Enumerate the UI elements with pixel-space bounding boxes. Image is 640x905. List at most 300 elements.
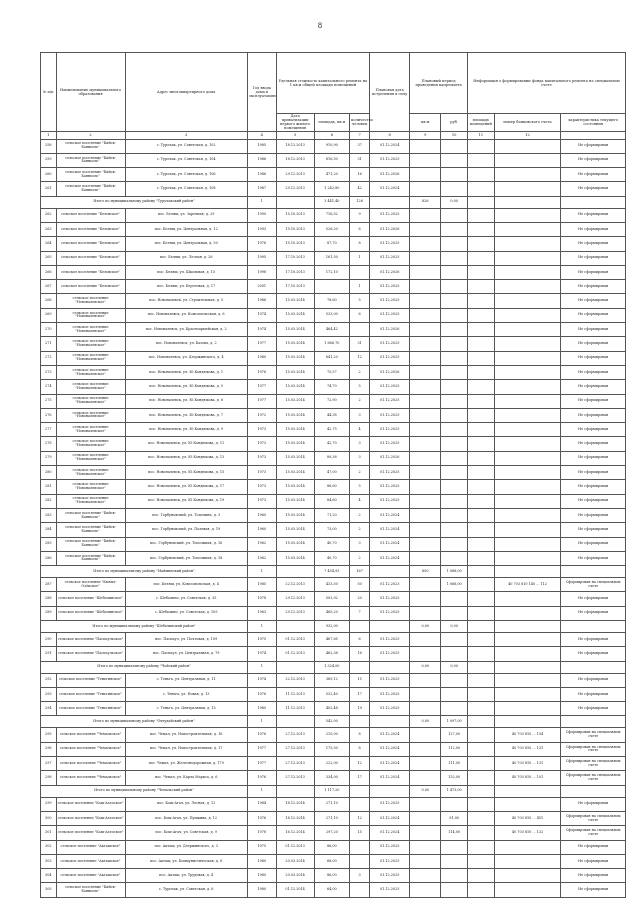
row-date: 01.12.2025 <box>370 592 410 606</box>
row-planned-b <box>441 702 468 716</box>
section-empty <box>494 621 561 633</box>
row-year: 1976 <box>247 237 276 251</box>
row-number: 296 <box>41 742 57 756</box>
row-status: Не сформирован <box>561 606 626 620</box>
row-planned-b <box>441 437 468 451</box>
row-planned-a <box>410 508 441 522</box>
table-row <box>41 728 626 742</box>
row-municipality: сельское поселение "Новоналевское" <box>56 365 125 379</box>
row-number: 268 <box>41 294 57 308</box>
row-planned-b <box>441 451 468 465</box>
section-total-row <box>41 716 626 728</box>
row-privatization-date: 15.03.2014 <box>276 537 314 551</box>
row-planned-b <box>441 466 468 480</box>
row-number: 287 <box>41 578 57 592</box>
row-people: 16 <box>350 168 370 182</box>
row-number: 292 <box>41 673 57 687</box>
row-date: 01.12.2025 <box>370 423 410 437</box>
row-spec-area <box>468 208 495 222</box>
row-address: с. Шебалино, ул. Советская, д. 35 <box>125 592 247 606</box>
row-status: Не сформирован <box>561 451 626 465</box>
row-planned-b <box>441 494 468 508</box>
row-address: пос. Беляш, ул. Комсомольская, д. 4 <box>125 578 247 592</box>
row-status: Сформирован на специальном счете <box>561 771 626 785</box>
section-empty <box>370 716 410 728</box>
row-people: 2 <box>350 394 370 408</box>
row-privatization-date: 15.03.2014 <box>276 323 314 337</box>
row-privatization-date: 15.03.2014 <box>276 380 314 394</box>
row-address: пос. Новоналевск, ул. Ю.Кондюкова, д. 17 <box>125 480 247 494</box>
row-address: пос. Новоналевск, ул. Ю.Кондюкова, д. 7 <box>125 408 247 422</box>
row-year: 1985 <box>247 139 276 153</box>
table-row <box>41 451 626 465</box>
row-people: 2 <box>350 365 370 379</box>
section-count: 1 <box>247 661 276 673</box>
row-area: 42,75 <box>314 423 350 437</box>
table-row <box>41 742 626 756</box>
row-account <box>494 451 561 465</box>
row-status: Не сформирован <box>561 380 626 394</box>
row-people <box>350 323 370 337</box>
section-empty <box>468 566 495 578</box>
row-status: Не сформирован <box>561 423 626 437</box>
row-number: 302 <box>41 840 57 854</box>
row-address: пос. Беляш, ул. Центральная, д. 50 <box>125 237 247 251</box>
row-people: 19 <box>350 702 370 716</box>
section-empty <box>468 621 495 633</box>
row-area: 71,20 <box>314 508 350 522</box>
col-spec-b: номер банковского счета <box>494 114 561 132</box>
row-planned-a <box>410 308 441 322</box>
row-date: 01.12.2025 <box>370 394 410 408</box>
row-year: 1977 <box>247 742 276 756</box>
row-municipality: сельское поселение "Бийск-Баяньоль" <box>56 168 125 182</box>
row-municipality: сельское поселение "Новоналевское" <box>56 323 125 337</box>
row-address: пос. Акташ, ул. Трудовая, д. 4 <box>125 869 247 883</box>
row-spec-area <box>468 337 495 351</box>
row-spec-area <box>468 757 495 771</box>
row-status: Не сформирован <box>561 168 626 182</box>
section-count: 1 <box>247 566 276 578</box>
row-status: Не сформирован <box>561 351 626 365</box>
col-address: Адрес многоквартирного дома <box>125 53 247 132</box>
column-number-cell: 2 <box>56 131 125 139</box>
row-planned-b <box>441 687 468 701</box>
row-planned-b <box>441 408 468 422</box>
row-spec-area <box>468 797 495 811</box>
table-row <box>41 647 626 661</box>
table-row <box>41 153 626 167</box>
row-address: пос. Новоналевск, ул. Ю.Кондюкова, д. 13 <box>125 451 247 465</box>
row-planned-b <box>441 854 468 868</box>
row-year: 1973 <box>247 423 276 437</box>
row-municipality: сельское поселение "Бийск-Баяньоль" <box>56 883 125 897</box>
row-privatization-date: 15.03.2014 <box>276 466 314 480</box>
row-number: 300 <box>41 811 57 825</box>
col-area-count: количество человек <box>350 114 370 132</box>
row-planned-b <box>441 883 468 897</box>
row-planned-a <box>410 869 441 883</box>
row-account <box>494 797 561 811</box>
row-privatization-date: 17.10.2013 <box>276 265 314 279</box>
row-privatization-date: 15.03.2014 <box>276 551 314 565</box>
row-planned-a <box>410 826 441 840</box>
row-area: 1 666,70 <box>314 337 350 351</box>
row-people: 17 <box>350 687 370 701</box>
row-planned-a <box>410 757 441 771</box>
row-date: 01.12.2024 <box>370 728 410 742</box>
row-planned-b <box>441 647 468 661</box>
row-municipality: сельское поселение "Чемальское" <box>56 757 125 771</box>
row-spec-area <box>468 523 495 537</box>
row-status: Не сформирован <box>561 280 626 294</box>
row-address: пос. Новоналевск, ул. Ю.Кондюкова, д. 9 <box>125 423 247 437</box>
row-year: 1986 <box>247 153 276 167</box>
row-planned-b <box>441 323 468 337</box>
row-status: Не сформирован <box>561 308 626 322</box>
row-people: 16 <box>350 647 370 661</box>
row-area: 471,20 <box>314 168 350 182</box>
col-area-res: площадь, кв.м <box>314 114 350 132</box>
row-number: 267 <box>41 280 57 294</box>
section-total-row <box>41 661 626 673</box>
section-title: Итого по муниципальному району "Турочакский район" <box>41 196 248 208</box>
row-planned-b <box>441 840 468 854</box>
row-date: 01.12.2024 <box>370 537 410 551</box>
row-planned-b <box>441 380 468 394</box>
row-planned-a <box>410 451 441 465</box>
row-area: 210,00 <box>314 728 350 742</box>
row-planned-b <box>441 308 468 322</box>
table-row <box>41 308 626 322</box>
row-status: Не сформирован <box>561 323 626 337</box>
row-spec-area <box>468 222 495 236</box>
row-spec-area <box>468 294 495 308</box>
col-municipality: Наименование муниципального образования <box>56 53 125 132</box>
section-count: 1 <box>247 196 276 208</box>
row-privatization-date: 11.12.2013 <box>276 702 314 716</box>
row-address: с. Турочак, ул. Советская, д. 6 <box>125 883 247 897</box>
row-year: 1976 <box>247 728 276 742</box>
row-people: 3 <box>350 537 370 551</box>
row-year: 1974 <box>247 323 276 337</box>
table-row <box>41 578 626 592</box>
section-area: 3 441,40 <box>314 196 350 208</box>
row-number: 284 <box>41 523 57 537</box>
row-privatization-date: 18.12.2014 <box>276 811 314 825</box>
section-planned-b: 0,00 <box>441 661 468 673</box>
row-municipality: сельское поселение "Новоналевское" <box>56 451 125 465</box>
row-date: 01.12.2025 <box>370 337 410 351</box>
row-people: 6 <box>350 633 370 647</box>
row-spec-area <box>468 840 495 854</box>
row-address: пос. Новоналевск, ул. Ю.Кондюкова, д. 15 <box>125 466 247 480</box>
row-people: 8 <box>350 237 370 251</box>
row-account <box>494 673 561 687</box>
row-status: Не сформирован <box>561 869 626 883</box>
row-account <box>494 437 561 451</box>
row-date: 01.12.2026 <box>370 168 410 182</box>
row-planned-b <box>441 592 468 606</box>
row-planned-b <box>441 351 468 365</box>
row-spec-area <box>468 826 495 840</box>
row-spec-area <box>468 633 495 647</box>
row-planned-b <box>441 394 468 408</box>
row-address: с. Турочак, ул. Советская, д. 104 <box>125 153 247 167</box>
section-title: Итого по муниципальному району "Онгудайский район" <box>41 716 248 728</box>
row-date: 01.12.2025 <box>370 854 410 868</box>
row-planned-b <box>441 182 468 196</box>
row-account <box>494 466 561 480</box>
section-empty <box>276 716 314 728</box>
row-people: 12 <box>350 757 370 771</box>
section-people <box>350 621 370 633</box>
row-address: пос. Кош-Агач, ул. Советская, д. 9 <box>125 826 247 840</box>
section-total-row <box>41 196 626 208</box>
row-people: 31 <box>350 153 370 167</box>
row-year: 1975 <box>247 840 276 854</box>
row-date: 01.12.2025 <box>370 237 410 251</box>
row-address: пос. Новоналевск, ул. Дзержинского, д. 4 <box>125 351 247 365</box>
row-date: 01.12.2024 <box>370 811 410 825</box>
row-number: 305 <box>41 883 57 897</box>
row-privatization-date: 15.03.2014 <box>276 437 314 451</box>
row-planned-b <box>441 673 468 687</box>
row-municipality: сельское поселение "Бийск-Баяньоль" <box>56 551 125 565</box>
row-account <box>494 551 561 565</box>
row-area: 172,10 <box>314 265 350 279</box>
row-area: 74,79 <box>314 380 350 394</box>
row-year: 2001 <box>247 280 276 294</box>
row-spec-area <box>468 251 495 265</box>
row-planned-b: 132,00 <box>441 771 468 785</box>
row-status: Не сформирован <box>561 222 626 236</box>
table-row <box>41 423 626 437</box>
column-number-cell: 11 <box>468 131 495 139</box>
row-area: 68,00 <box>314 854 350 868</box>
row-year: 1973 <box>247 466 276 480</box>
row-planned-a <box>410 408 441 422</box>
row-planned-b: 112,00 <box>441 742 468 756</box>
row-account <box>494 182 561 196</box>
row-privatization-date: 27.12.2013 <box>276 771 314 785</box>
row-status: Не сформирован <box>561 854 626 868</box>
row-area: 503,92 <box>314 592 350 606</box>
section-title: Итого по муниципальному району "Шебалинский район" <box>41 621 248 633</box>
row-privatization-date: 15.03.2014 <box>276 365 314 379</box>
row-status: Не сформирован <box>561 437 626 451</box>
col-spec-a: площадь помещений <box>468 114 495 132</box>
row-privatization-date: 15.03.2014 <box>276 351 314 365</box>
row-date: 01.12.2025 <box>370 702 410 716</box>
section-empty <box>561 716 626 728</box>
section-empty <box>494 716 561 728</box>
row-area: 716,52 <box>314 208 350 222</box>
row-address: пос. Чемал, ул. Железнодорожная, д. 179 <box>125 757 247 771</box>
row-address: пос. Новоналевск, ул. Ю.Кондюкова, д. 1 <box>125 365 247 379</box>
row-year: 1960 <box>247 508 276 522</box>
row-date: 01.12.2026 <box>370 365 410 379</box>
row-municipality: сельское поселение "Акташское" <box>56 869 125 883</box>
row-address: с. Теньга, ул. Новая, д. 13 <box>125 687 247 701</box>
row-planned-a <box>410 742 441 756</box>
section-people <box>350 785 370 797</box>
col-group-spec: Информация о формировании фонда капитального ремонта на специальном счете <box>468 53 626 114</box>
table-row <box>41 854 626 868</box>
row-planned-b <box>441 139 468 153</box>
row-planned-a <box>410 592 441 606</box>
row-year: 1973 <box>247 480 276 494</box>
col-planned-a: кв.м <box>410 114 441 132</box>
row-people: 15 <box>350 673 370 687</box>
row-account: 40 703 810 ... 451 <box>494 811 561 825</box>
table-row <box>41 494 626 508</box>
row-privatization-date: 15.03.2014 <box>276 423 314 437</box>
column-number-cell: 8 <box>370 131 410 139</box>
row-area: 44,38 <box>314 408 350 422</box>
row-area: 271,10 <box>314 797 350 811</box>
row-municipality: сельское поселение "Чемальское" <box>56 728 125 742</box>
row-planned-b <box>441 153 468 167</box>
row-account <box>494 351 561 365</box>
table-row <box>41 168 626 182</box>
row-date: 01.12.2024 <box>370 508 410 522</box>
row-year: 1995 <box>247 251 276 265</box>
row-year: 1990 <box>247 208 276 222</box>
row-planned-b <box>441 251 468 265</box>
row-spec-area <box>468 308 495 322</box>
row-privatization-date: 27.12.2013 <box>276 728 314 742</box>
row-area: 271,10 <box>314 811 350 825</box>
row-privatization-date: 15.10.2013 <box>276 222 314 236</box>
row-address: пос. Горбуновский, ул. Тополиная, д. 16 <box>125 537 247 551</box>
section-count: 1 <box>247 716 276 728</box>
row-area: 86,00 <box>314 869 350 883</box>
row-status: Не сформирован <box>561 480 626 494</box>
section-empty <box>276 621 314 633</box>
row-address: пос. Беляш, ул. Лесная, д. 26 <box>125 251 247 265</box>
row-people: 42 <box>350 182 370 196</box>
row-address: с. Теньга, ул. Центральная, д. 15 <box>125 702 247 716</box>
row-year: 1978 <box>247 592 276 606</box>
row-account: 40 703 810 ... 132 <box>494 826 561 840</box>
table-row <box>41 687 626 701</box>
row-planned-a <box>410 551 441 565</box>
row-account <box>494 222 561 236</box>
row-privatization-date: 22.12.2013 <box>276 578 314 592</box>
section-planned-a: 0,00 <box>410 716 441 728</box>
row-number: 271 <box>41 337 57 351</box>
section-planned-b: 1 473,00 <box>441 785 468 797</box>
row-date: 01.12.2025 <box>370 606 410 620</box>
row-area: 87,70 <box>314 237 350 251</box>
row-planned-a <box>410 294 441 308</box>
row-number: 262 <box>41 208 57 222</box>
row-year: 1976 <box>247 365 276 379</box>
row-year: 1976 <box>247 771 276 785</box>
section-empty <box>468 716 495 728</box>
row-account <box>494 323 561 337</box>
section-total-row <box>41 785 626 797</box>
table-row <box>41 480 626 494</box>
row-status: Не сформирован <box>561 551 626 565</box>
row-people: 37 <box>350 139 370 153</box>
row-planned-b <box>441 606 468 620</box>
row-planned-a <box>410 673 441 687</box>
row-municipality: сельское поселение "Чемальское" <box>56 742 125 756</box>
row-account <box>494 153 561 167</box>
table-row <box>41 294 626 308</box>
row-account <box>494 251 561 265</box>
row-privatization-date: 15.03.2014 <box>276 408 314 422</box>
row-municipality: сельское поселение "Беловское" <box>56 222 125 236</box>
row-number: 272 <box>41 351 57 365</box>
row-area: 532,40 <box>314 687 350 701</box>
row-planned-b: 114,00 <box>441 826 468 840</box>
section-empty <box>370 566 410 578</box>
section-empty <box>276 196 314 208</box>
row-municipality: сельское поселение "Беловское" <box>56 208 125 222</box>
row-account <box>494 606 561 620</box>
row-address: пос. Новоналевск, ул. Строительная, д. 5 <box>125 294 247 308</box>
row-spec-area <box>468 323 495 337</box>
row-privatization-date: 15.03.2014 <box>276 451 314 465</box>
row-account <box>494 408 561 422</box>
row-municipality: сельское поселение "Беловское" <box>56 251 125 265</box>
row-municipality: сельское поселение "Паспаульское" <box>56 647 125 661</box>
row-address: пос. Новоналевск, ул. Ю.Кондюкова, д. 6 <box>125 394 247 408</box>
row-status: Не сформирован <box>561 237 626 251</box>
row-date: 01.12.2024 <box>370 826 410 840</box>
row-number: 276 <box>41 408 57 422</box>
row-year: 1972 <box>247 408 276 422</box>
row-date: 01.12.2025 <box>370 494 410 508</box>
row-people: 1 <box>350 251 370 265</box>
table-row <box>41 337 626 351</box>
row-status: Не сформирован <box>561 139 626 153</box>
table-row <box>41 883 626 897</box>
section-empty <box>370 661 410 673</box>
row-number: 298 <box>41 771 57 785</box>
row-spec-area <box>468 592 495 606</box>
row-people: 50 <box>350 578 370 592</box>
section-empty <box>561 785 626 797</box>
table-row <box>41 592 626 606</box>
row-number: 258 <box>41 139 57 153</box>
row-spec-area <box>468 351 495 365</box>
row-planned-a <box>410 523 441 537</box>
table-body <box>41 139 626 897</box>
row-municipality: сельское поселение "Беловское" <box>56 265 125 279</box>
row-people: 8 <box>350 742 370 756</box>
row-privatization-date: 15.03.2014 <box>276 308 314 322</box>
row-status: Не сформирован <box>561 265 626 279</box>
row-people: 12 <box>350 351 370 365</box>
row-people: 5 <box>350 480 370 494</box>
row-spec-area <box>468 551 495 565</box>
row-address: с. Теньга, ул. Центральная, д. 11 <box>125 673 247 687</box>
row-account <box>494 380 561 394</box>
row-spec-area <box>468 265 495 279</box>
row-spec-area <box>468 771 495 785</box>
table-header <box>41 53 626 140</box>
row-people: 2 <box>350 551 370 565</box>
row-address: пос. Чемал, ул. Новостроительная, д. 17 <box>125 742 247 756</box>
row-account <box>494 394 561 408</box>
row-status: Не сформирован <box>561 508 626 522</box>
row-municipality: сельское поселение "Чемальское" <box>56 771 125 785</box>
row-spec-area <box>468 153 495 167</box>
